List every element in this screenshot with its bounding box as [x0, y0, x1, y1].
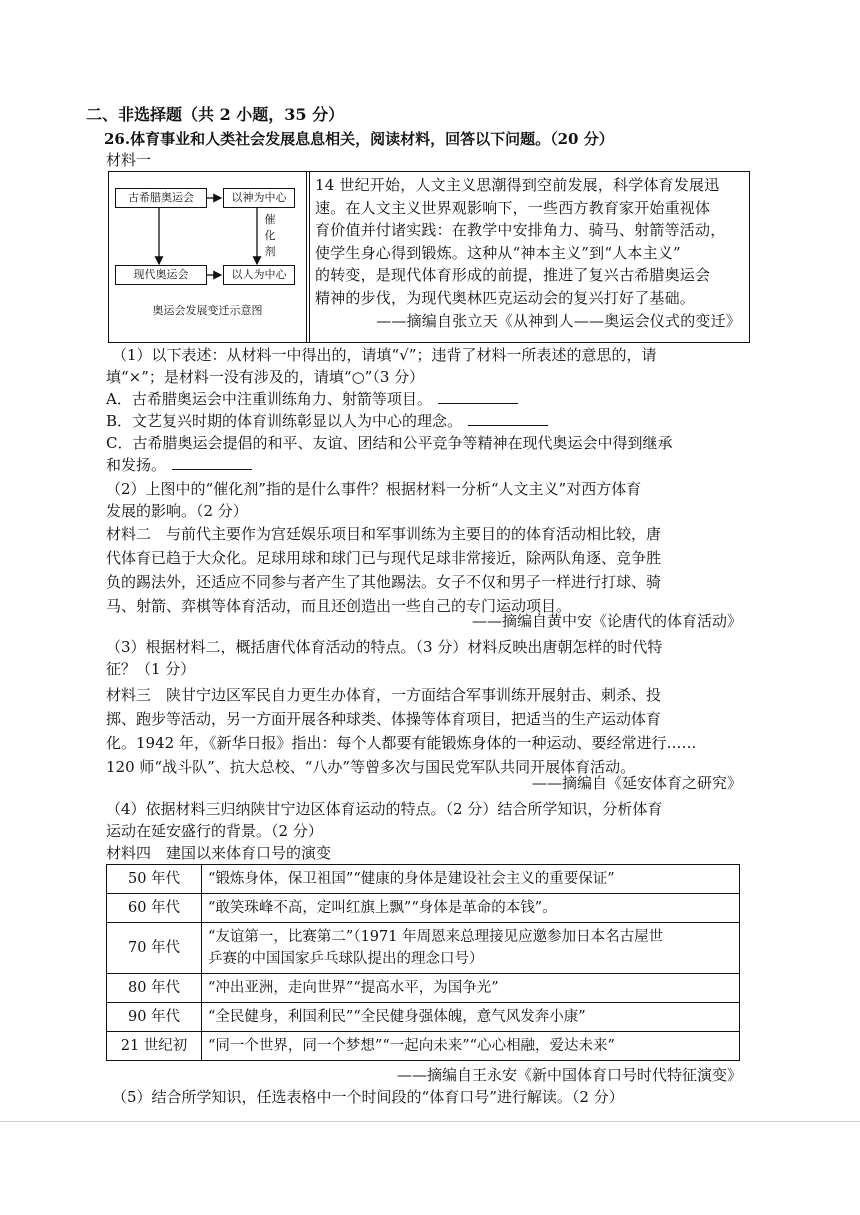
material-1-box: [108, 171, 750, 343]
q1-option-c-text: 和发扬。: [106, 456, 167, 474]
material-4-title: 材料四 建国以来体育口号的演变: [106, 844, 332, 862]
material-3-source: ——摘编自《延安体育之研究》: [531, 774, 742, 792]
q1-option-a-text: A．古希腊奥运会中注重训练角力、射箭等项目。: [106, 390, 432, 408]
diagram-catalyst-label: [263, 212, 277, 260]
material-3-line: 掷、跑步等活动，另一方面开展各种球类、体操等体育项目，把适当的生产运动体育: [106, 710, 662, 728]
table-row: [107, 923, 740, 974]
material-1-source: ——摘编自张立天《从神到人——奥运会仪式的变迁》: [376, 311, 741, 330]
table-row: [107, 974, 740, 1003]
material-2-line: 负的踢法外，还适应不同参与者产生了其他踢法。女子不仅和男子一样进行打球、骑: [106, 573, 662, 591]
table-slogan-cell: “同一个世界，同一个梦想”“一起向未来”“心心相融，爱达未来”: [202, 1032, 740, 1061]
q1-option-a: [106, 388, 518, 410]
q1-line-1: （1）以下表述：从材料一中得出的，请填“√”；违背了材料一所表述的意思的，请: [112, 346, 657, 364]
table-era-cell: 50 年代: [107, 865, 202, 894]
table-era-cell: 80 年代: [107, 974, 202, 1003]
answer-blank-b[interactable]: [468, 410, 548, 426]
q1-option-b-text: B．文艺复兴时期的体育训练彰显以人为中心的理念。: [106, 412, 463, 430]
material-1-line: 速。在人文主义世界观影响下，一些西方教育家开始重视体: [315, 198, 711, 217]
material-3-line: 120 师“战斗队”、抗大总校、“八办”等曾多次与国民党军队共同开展体育活动。: [106, 758, 636, 776]
table-slogan-cell: “锻炼身体，保卫祖国”“健康的身体是建设社会主义的重要保证”: [202, 865, 740, 894]
table-row: [107, 1003, 740, 1032]
material-3-line: 化。1942 年，《新华日报》指出：每个人都要有能锻炼身体的一种运动、要经常进行……: [106, 734, 697, 752]
section-title: 二、非选择题（共 2 小题，35 分）: [86, 105, 345, 124]
question-26-stem: 26.体育事业和人类社会发展息息相关，阅读材料，回答以下问题。（20 分）: [104, 130, 614, 148]
material-1-divider: [306, 172, 310, 342]
diagram-box-human-centered: 以人为中心: [223, 265, 295, 285]
q1-option-c: [106, 454, 252, 476]
q5-line: （5）结合所学知识，任选表格中一个时间段的“体育口号”进行解读。（2 分）: [112, 1088, 624, 1106]
table-row: [107, 1032, 740, 1061]
material-1-line: 的转变，是现代体育形成的前提，推进了复兴古希腊奥运会: [315, 266, 711, 285]
table-era-cell: 21 世纪初: [107, 1032, 202, 1061]
diagram-caption: 奥运会发展变迁示意图: [152, 304, 263, 317]
material-2-line: 材料二 与前代主要作为宫廷娱乐项目和军事训练为主要目的的体育活动相比较，唐: [106, 525, 662, 543]
diagram-box-god-centered: 以神为中心: [223, 188, 295, 208]
diagram-box-ancient-olympics: 古希腊奥运会: [115, 188, 207, 208]
table-row: [107, 894, 740, 923]
material-1-line: 使学生身心得到锻炼。这种从“神本主义”到“人本主义”: [315, 243, 681, 262]
answer-blank-c[interactable]: [172, 454, 252, 470]
q1-option-c-line-1: C．古希腊奥运会提倡的和平、友谊、团结和公平竞争等精神在现代奥运会中得到继承: [106, 434, 673, 452]
table-slogan-cell: “敢笑珠峰不高，定叫红旗上飘”“身体是革命的本钱”。: [202, 894, 740, 923]
diagram-box-modern-olympics: 现代奥运会: [115, 265, 207, 285]
material-1-line: 14 世纪开始，人文主义思潮得到空前发展，科学体育发展迅: [315, 176, 720, 194]
slogan-table: [106, 864, 740, 1061]
q2-line-2: 发展的影响。（2 分）: [106, 502, 248, 520]
material-2-line: 马、射箭、弈棋等体育活动，而且还创造出一些自己的专门运动项目。: [106, 597, 572, 615]
catalyst-char: 催: [264, 213, 276, 226]
material-3-line: 材料三 陕甘宁边区军民自力更生办体育，一方面结合军事训练开展射击、刺杀、投: [106, 686, 662, 704]
q3-line-1: （3）根据材料二，概括唐代体育活动的特点。（3 分）材料反映出唐朝怎样的时代特: [106, 638, 663, 656]
olympics-diagram: [109, 172, 306, 342]
material-1-line: 精神的步伐，为现代奥林匹克运动会的复兴打好了基础。: [315, 288, 696, 307]
material-1-text: [315, 174, 745, 332]
table-slogan-line: “友谊第一，比赛第二”（1971 年周恩来总理接见应邀参加日本名古屋世: [208, 929, 664, 945]
table-slogan-line: 乒赛的中国国家乒乓球队提出的理念口号）: [208, 951, 484, 967]
table-slogan-cell: “冲出亚洲，走向世界”“提高水平，为国争光”: [202, 974, 740, 1003]
material-4-source: ——摘编自王永安《新中国体育口号时代特征演变》: [396, 1066, 742, 1084]
catalyst-char: 剂: [264, 245, 276, 258]
table-slogan-cell: [202, 923, 740, 974]
q1-option-b: [106, 410, 548, 432]
q4-line-2: 运动在延安盛行的背景。（2 分）: [106, 822, 323, 840]
table-era-cell: 60 年代: [107, 894, 202, 923]
q4-line-1: （4）依据材料三归纳陕甘宁边区体育运动的特点。（2 分）结合所学知识，分析体育: [106, 800, 663, 818]
table-slogan-cell: “全民健身，利国利民”“全民健身强体魄，意气风发奔小康”: [202, 1003, 740, 1032]
q2-line-1: （2）上图中的“催化剂”指的是什么事件？根据材料一分析“人文主义”对西方体育: [106, 480, 642, 498]
table-era-cell: 70 年代: [107, 923, 202, 974]
material-1-line: 育价值并付诸实践：在教学中安排角力、骑马、射箭等活动，: [315, 221, 726, 240]
material-2-line: 代体育已趋于大众化。足球用球和球门已与现代足球非常接近，除两队角逐、竞争胜: [106, 549, 662, 567]
answer-blank-a[interactable]: [438, 388, 518, 404]
q1-line-2: 填“×”；是材料一没有涉及的，请填“○”（3 分）: [106, 368, 425, 386]
page-bottom-divider: [0, 1121, 860, 1122]
material-1-label: 材料一: [106, 151, 152, 169]
q3-line-2: 征？（1 分）: [106, 660, 196, 678]
table-row: [107, 865, 740, 894]
material-2-source: ——摘编自黄中安《论唐代的体育活动》: [471, 612, 742, 630]
table-era-cell: 90 年代: [107, 1003, 202, 1032]
catalyst-char: 化: [264, 229, 276, 242]
